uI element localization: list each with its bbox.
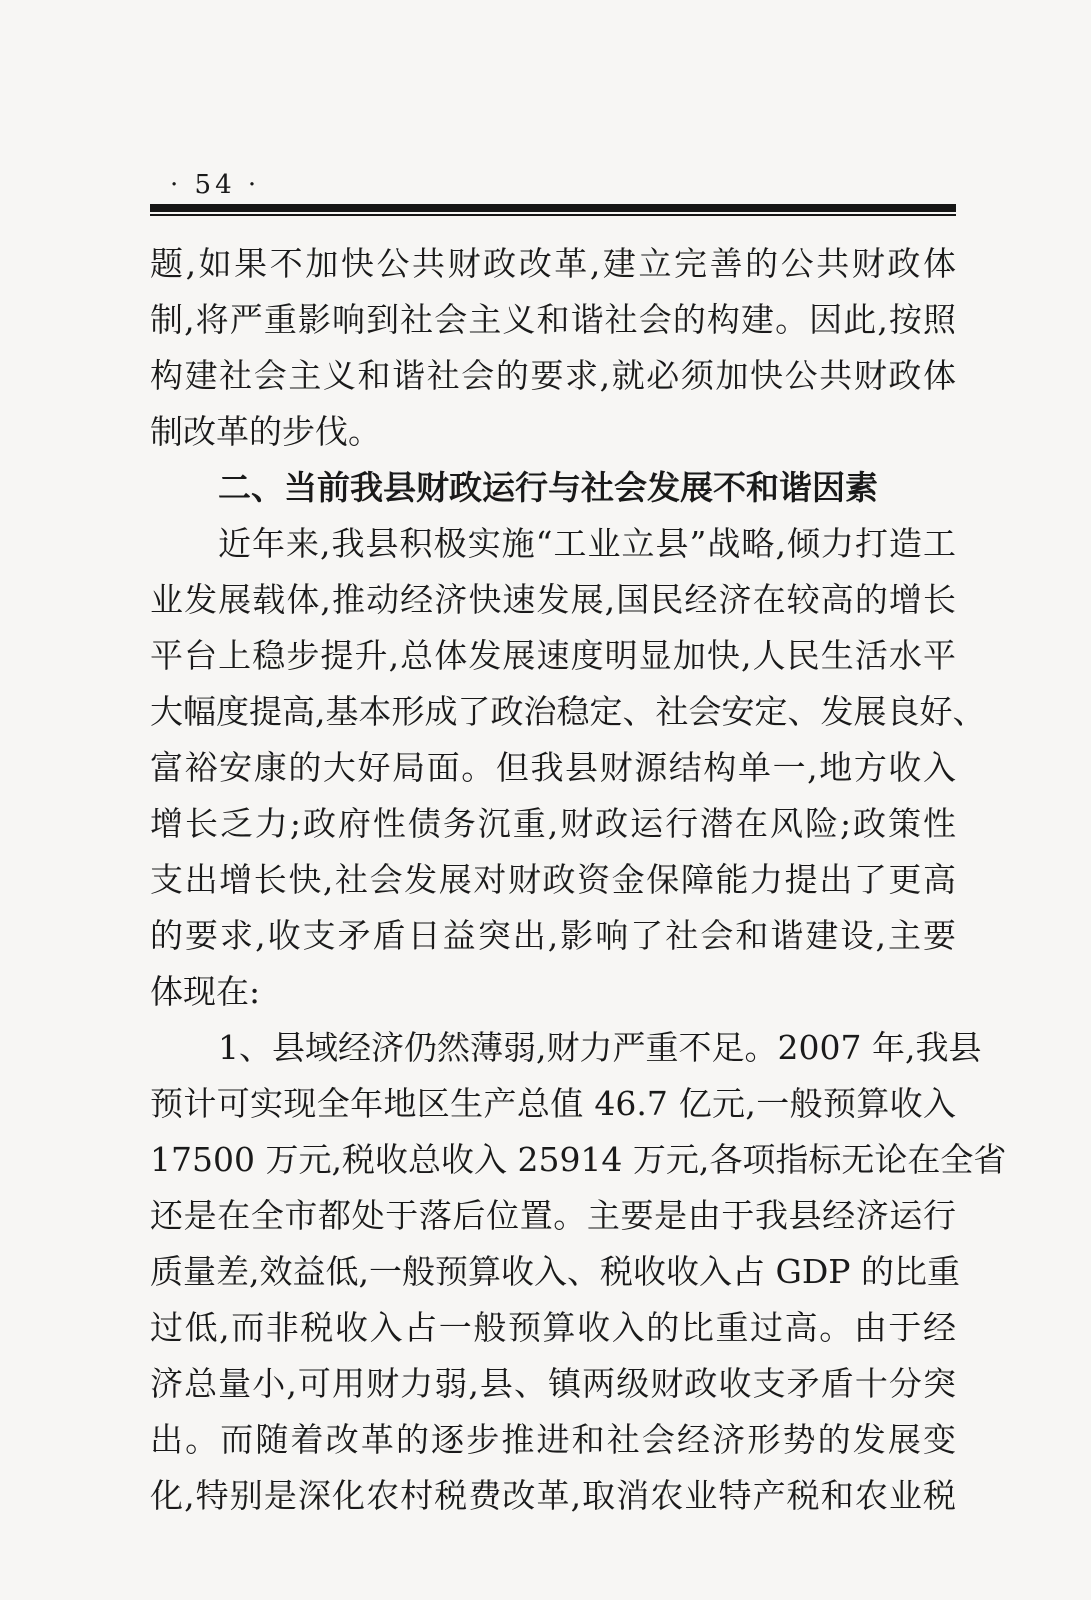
text-line: 增长乏力;政府性债务沉重,财政运行潜在风险;政策性 [150,804,956,843]
text-line: 构建社会主义和谐社会的要求,就必须加快公共财政体 [150,356,956,395]
text-line: 题,如果不加快公共财政改革,建立完善的公共财政体 [150,244,956,283]
text-line: 出。而随着改革的逐步推进和社会经济形势的发展变 [150,1420,956,1459]
text-line: 过低,而非税收入占一般预算收入的比重过高。由于经 [150,1308,956,1347]
text-line: 17500 万元,税收总收入 25914 万元,各项指标无论在全省 [150,1140,1007,1179]
text-line: 富裕安康的大好局面。但我县财源结构单一,地方收入 [150,748,956,787]
text-line: 的要求,收支矛盾日益突出,影响了社会和谐建设,主要 [150,916,956,955]
text-line: 支出增长快,社会发展对财政资金保障能力提出了更高 [150,860,956,899]
text-line: 1、县域经济仍然薄弱,财力严重不足。2007 年,我县 [218,1028,982,1067]
text-line: 制,将严重影响到社会主义和谐社会的构建。因此,按照 [150,300,956,339]
text-line: 质量差,效益低,一般预算收入、税收收入占 GDP 的比重 [150,1252,960,1291]
text-line: 预计可实现全年地区生产总值 46.7 亿元,一般预算收入 [150,1084,956,1123]
text-line: 制改革的步伐。 [150,412,381,451]
text-line: 还是在全市都处于落后位置。主要是由于我县经济运行 [150,1196,956,1235]
text-line: 业发展载体,推动经济快速发展,国民经济在较高的增长 [150,580,956,619]
text-line: 济总量小,可用财力弱,县、镇两级财政收支矛盾十分突 [150,1364,956,1403]
text-line: 化,特别是深化农村税费改革,取消农业特产税和农业税 [150,1476,956,1515]
text-line: 平台上稳步提升,总体发展速度明显加快,人民生活水平 [150,636,956,675]
text-line: 近年来,我县积极实施“工业立县”战略,倾力打造工 [218,524,956,563]
body-text [150,236,1007,1524]
header-rule-thick [150,204,956,212]
page-number: · 54 · [170,170,261,200]
text-line: 体现在: [150,972,261,1011]
section-heading: 二、当前我县财政运行与社会发展不和谐因素 [218,468,878,507]
text-line: 大幅度提高,基本形成了政治稳定、社会安定、发展良好、 [150,692,986,731]
header-rule-thin [150,214,956,216]
